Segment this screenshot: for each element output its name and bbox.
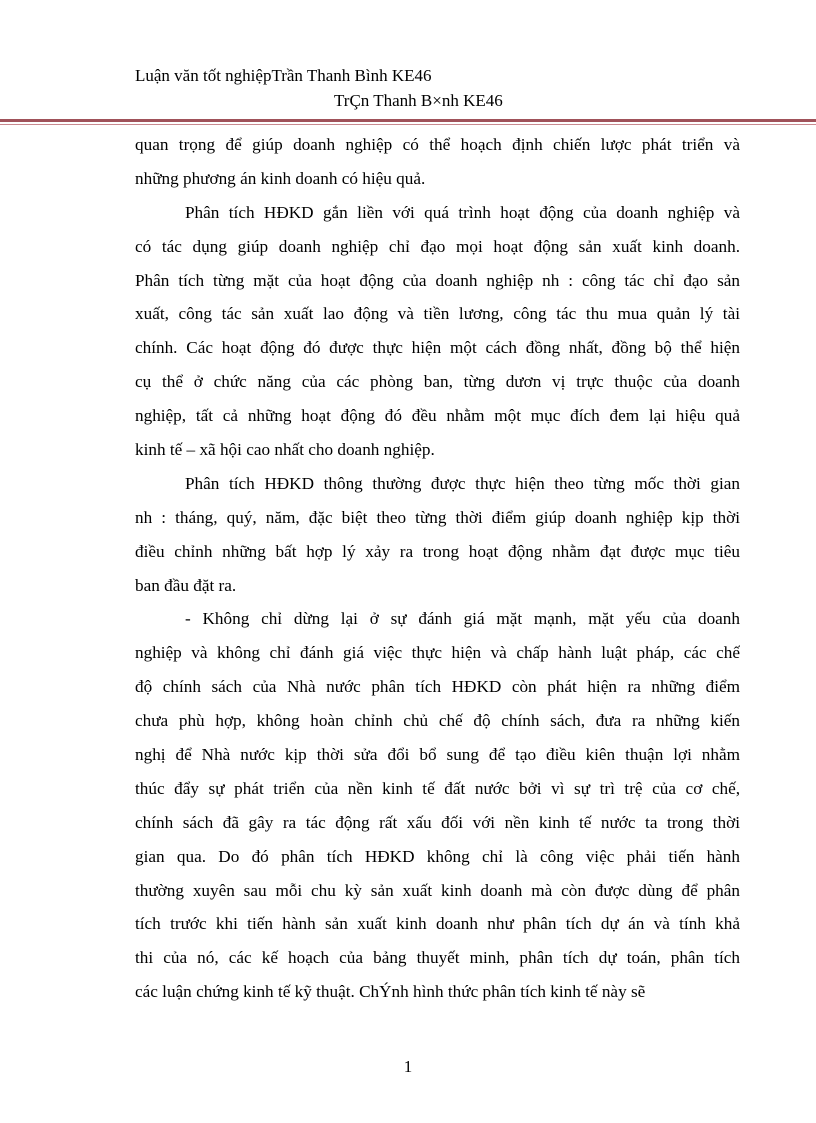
text-line: ban đầu đặt ra. <box>135 575 237 595</box>
text-line: kinh tế – xã hội cao nhất cho doanh nghiệp. <box>135 440 435 460</box>
text-line: xuất, công tác sản xuất lao động và tiền lương, công tác thu mua quản lý tài <box>135 304 740 324</box>
text-line: thúc đẩy sự phát triển của nền kinh tế đất nước bởi vì sự trì trệ của cơ chế, <box>135 778 740 798</box>
text-line: Phân tích HĐKD gắn liền với quá trình hoạt động của doanh nghiệp và <box>185 202 740 222</box>
text-line: nghiệp và không chỉ đánh giá việc thực hiện và chấp hành luật pháp, các chế <box>135 643 740 663</box>
header-divider-thin <box>0 124 816 125</box>
text-line: nghiệp, tất cả những hoạt động đó đều nhằm một mục đích đem lại hiệu quả <box>135 406 740 426</box>
text-line: cụ thể ở chức năng của các phòng ban, từng dươn vị trực thuộc của doanh <box>135 372 740 392</box>
text-line: quan trọng để giúp doanh nghiệp có thể hoạch định chiến lược phát triển và <box>135 135 740 154</box>
text-line: chưa phù hợp, không hoàn chỉnh chủ chế độ chính sách, đưa ra những kiến <box>135 711 740 731</box>
text-line: - Không chỉ dừng lại ở sự đánh giá mặt mạnh, mặt yếu của doanh <box>185 609 740 629</box>
header-divider <box>0 119 816 122</box>
text-line: độ chính sách của Nhà nước phân tích HĐKD còn phát hiện ra những điểm <box>135 677 740 697</box>
text-line: tích trước khi tiến hành sản xuất kinh doanh như phân tích dự án và tính khả <box>135 914 740 934</box>
text-line: có tác dụng giúp doanh nghiệp chỉ đạo mọi hoạt động sản xuất kinh doanh. <box>135 236 740 256</box>
text-line: chính. Các hoạt động đó được thực hiện một cách đồng nhất, đồng bộ thể hiện <box>135 338 740 358</box>
running-header-author: TrÇn Thanh B×nh KE46 <box>334 91 503 110</box>
text-line: các luận chứng kinh tế kỹ thuật. ChÝnh hình thức phân tích kinh tế này sẽ <box>135 982 646 1002</box>
document-body <box>135 128 740 1009</box>
page-number: 1 <box>403 1057 413 1076</box>
text-line: Phân tích từng mặt của hoạt động của doanh nghiệp nh : công tác chỉ đạo sản <box>135 270 740 290</box>
text-line: Phân tích HĐKD thông thường được thực hiện theo từng mốc thời gian <box>185 473 740 493</box>
text-line: nghị để Nhà nước kịp thời sửa đổi bổ sung để tạo điều kiên thuận lợi nhằm <box>135 745 740 765</box>
text-line: những phương án kinh doanh có hiệu quả. <box>135 168 426 188</box>
text-line: gian qua. Do đó phân tích HĐKD không chỉ là công việc phải tiến hành <box>135 846 740 866</box>
text-line: chính sách đã gây ra tác động rất xấu đối với nền kinh tế nước ta trong thời <box>135 812 740 832</box>
running-header-title: Luận văn tốt nghiệpTrần Thanh Bình KE46 <box>135 66 432 85</box>
text-line: thường xuyên sau mỗi chu kỳ sản xuất kinh doanh mà còn được dùng để phân <box>135 880 740 900</box>
text-line: thi của nó, các kế hoạch của bảng thuyết minh, phân tích dự toán, phân tích <box>135 948 740 968</box>
text-line: điều chỉnh những bất hợp lý xảy ra trong hoạt động nhằm đạt được mục tiêu <box>135 541 740 561</box>
text-line: nh : tháng, quý, năm, đặc biệt theo từng thời điểm giúp doanh nghiệp kịp thời <box>135 507 740 527</box>
